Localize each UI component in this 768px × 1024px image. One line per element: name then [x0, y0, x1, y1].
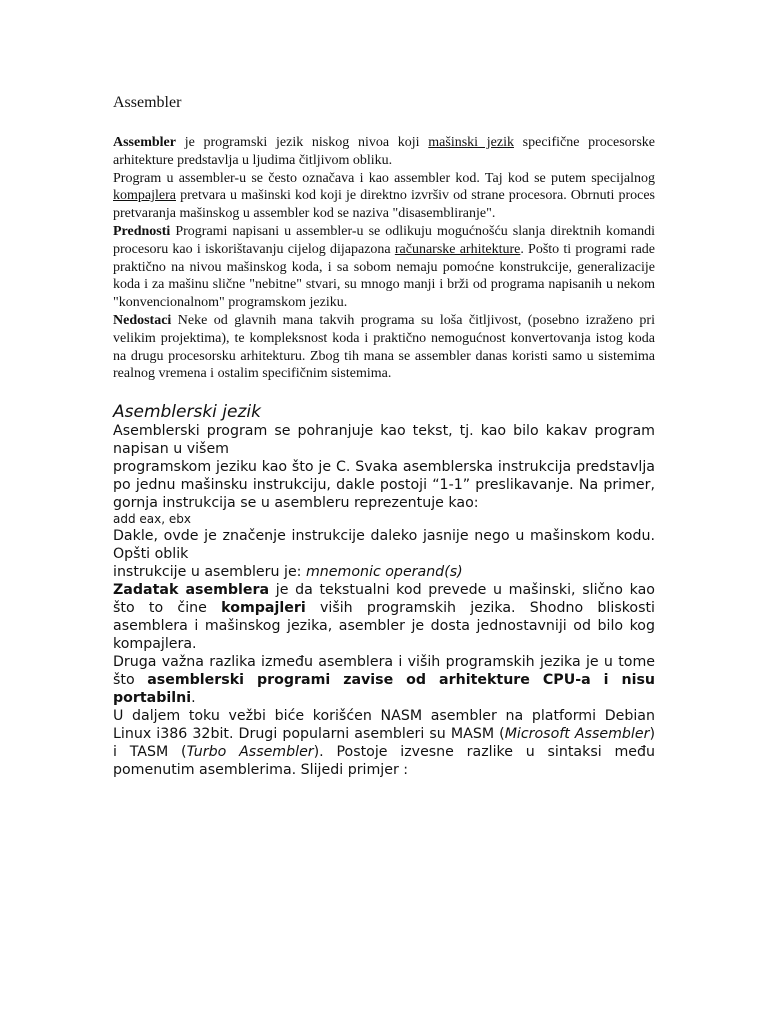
section-paragraph-1: Asemblerski program se pohranjuje kao tekst, tj. kao bilo kakav program napisan u višem — [113, 423, 655, 458]
section-paragraph-7: U daljem toku vežbi biće korišćen NASM asembler na platformi Debian Linux i386 32bit. Drugi popularni asembleri su MASM (Microsoft Assembler) i TASM (Turbo Assembler). Postoje izvesne razlike u sintaksi među pomenutim asemblerima. Slijedi primjer : — [113, 708, 655, 779]
term-kompajleri: kompajleri — [221, 600, 306, 617]
intro-paragraph-advantages: Prednosti Programi napisani u assembler-u se odlikuju mogućnošću slanja direktnih komandi procesoru kao i iskorištavanju cijelog dijapazona računarske arhitekture. Pošto ti programi rade praktično na nivou mašinskog koda, i sa sobom nemaju pomoćne konstrukcije, generalizacije koda i za mašinu slične "nebitne" stvari, su mnogo manji i brži od programa napisanih u nekom "konvencionalnom" programskom jeziku. — [113, 223, 656, 311]
section-paragraph-4: instrukcije u asembleru je: mnemonic operand(s) — [113, 564, 463, 581]
intro-paragraph-disadvantages: Nedostaci Neke od glavnih mana takvih programa su loša čitljivost, (posebno izraženo pri velikim projektima), te kompleksnost koda i praktično nemogućnost konvertovanja istog koda na drugu procesorsku arhitekturu. Zbog tih mana se assembler danas koristi samo u sistemima realnog vremena i ostalim specifičnim sistemima. — [113, 312, 655, 382]
term-prednosti: Prednosti — [113, 223, 171, 239]
syntax-form: mnemonic operand(s) — [305, 564, 463, 581]
term-masm: Microsoft Assembler — [504, 726, 650, 743]
section-heading: Asemblerski jezik — [113, 402, 261, 423]
link-kompajlera[interactable]: kompajlera — [113, 188, 176, 204]
section-paragraph-6: Druga važna razlika između asemblera i viših programskih jezika je u tome što asemblerski programi zavise od arhitekture CPU-a i nisu portabilni. — [113, 654, 655, 707]
link-masinski-jezik[interactable]: mašinski jezik — [428, 135, 514, 150]
term-nedostaci: Nedostaci — [113, 312, 172, 328]
code-example: add eax, ebx — [113, 512, 191, 527]
document-title: Assembler — [113, 94, 182, 111]
term-tasm: Turbo Assembler — [186, 744, 314, 761]
intro-paragraph-2: Program u assembler-u se često označava i kao assembler kod. Taj kod se putem specijalnog kompajlera pretvara u mašinski kod koji je direktno izvršiv od strane procesora. Obrnuti proces pretvaranja mašinskog u assembler kod se naziva "disasembliranje". — [113, 170, 655, 222]
term-zadatak-asemblera: Zadatak asemblera — [113, 582, 270, 599]
section-paragraph-5: Zadatak asemblera je da tekstualni kod prevede u mašinski, slično kao što to čine kompajleri viših programskih jezika. Shodno bliskosti asemblera i mašinskog jezika, asembler je dosta jednostavniji od bilo kog kompajlera. — [113, 582, 655, 653]
intro-paragraph-1: Assembler je programski jezik niskog nivoa koji mašinski jezik specifične procesorske arhitekture predstavlja u ljudima čitljivom obliku. — [113, 135, 655, 168]
document-page — [113, 92, 655, 779]
link-racunarske-arhitekture[interactable]: računarske arhitekture — [394, 241, 521, 257]
term-portability: asemblerski programi zavise od arhitekture CPU-a i nisu portabilni — [113, 672, 655, 707]
section-paragraph-2: programskom jeziku kao što je C. Svaka asemblerska instrukcija predstavlja po jednu mašinsku instrukciju, dakle postoji “1-1” preslikavanje. Na primer, gornja instrukcija se u asembleru reprezentuje kao: — [113, 459, 655, 512]
term-assembler: Assembler — [113, 135, 176, 150]
section-paragraph-3: Dakle, ovde je značenje instrukcije daleko jasnije nego u mašinskom kodu. Opšti oblik — [113, 528, 655, 563]
